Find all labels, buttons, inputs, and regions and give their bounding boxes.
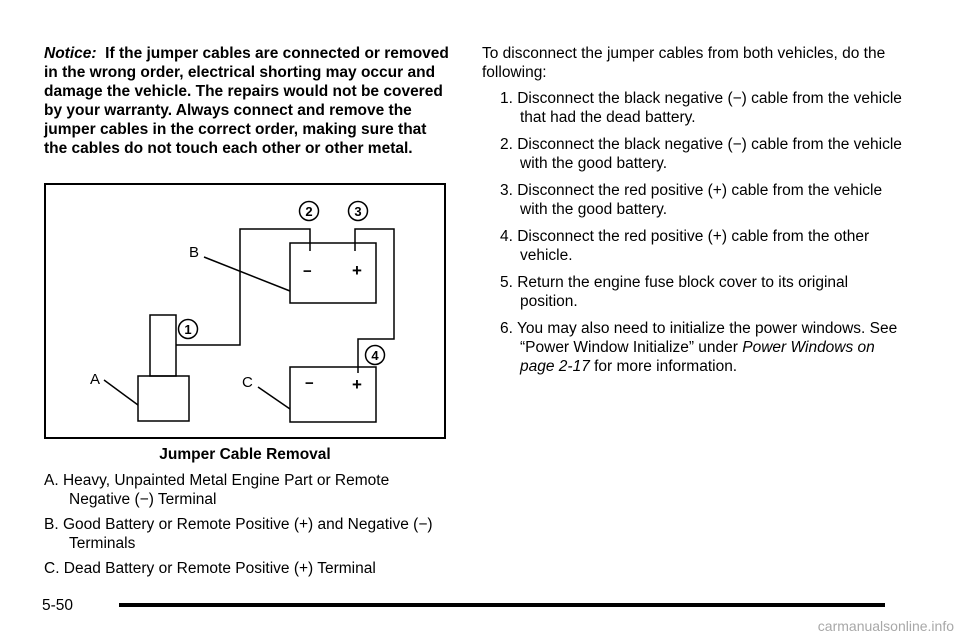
- step-2: 2. Disconnect the black negative (−) cable from the vehicle with the good battery.: [500, 136, 902, 172]
- good-plus-sign: +: [352, 261, 362, 280]
- power-windows-reference: Power Windows on page 2-17: [520, 339, 875, 375]
- dead-minus-sign: −: [305, 375, 314, 392]
- callout-4: [366, 346, 385, 365]
- engine-part-stem: [150, 315, 176, 376]
- leader-b: [204, 257, 290, 291]
- callout-2: [300, 202, 319, 221]
- right-column: [482, 44, 902, 384]
- footer-rule: [119, 603, 885, 607]
- notice-text: If the jumper cables are connected or removed in the wrong order, electrical shorting may occur and damage the vehicle. The repairs would not be covered by your warranty. Always connect and remove the jumper cables in the correct order, making sure that the cables do not touch each other or other metal.: [44, 45, 449, 157]
- label-c: C: [242, 374, 253, 391]
- step-5: 5. Return the engine fuse block cover to its original position.: [500, 274, 849, 310]
- leader-c: [258, 387, 290, 409]
- diagram-svg: [46, 185, 444, 437]
- legend-item-c: C. Dead Battery or Remote Positive (+) Terminal: [44, 560, 376, 577]
- step-3: 3. Disconnect the red positive (+) cable from the vehicle with the good battery.: [500, 182, 883, 218]
- good-minus-sign: −: [303, 263, 312, 280]
- engine-part: [138, 376, 189, 421]
- legend-item-a: A. Heavy, Unpainted Metal Engine Part or Remote Negative (−) Terminal: [44, 472, 390, 508]
- disconnect-steps: [482, 89, 902, 376]
- notice-label: Notice:: [44, 45, 97, 62]
- step-1: 1. Disconnect the black negative (−) cable from the vehicle that had the dead battery.: [500, 90, 902, 126]
- label-a: A: [90, 371, 101, 388]
- step-6-suffix: for more information.: [589, 358, 738, 375]
- legend-item-b: B. Good Battery or Remote Positive (+) and Negative (−) Terminals: [44, 516, 433, 552]
- dead-battery: [290, 367, 376, 422]
- callout-1: [179, 320, 198, 339]
- callout-3-number: 3: [354, 204, 362, 219]
- step-4: 4. Disconnect the red positive (+) cable from the other vehicle.: [500, 228, 870, 264]
- callout-2-number: 2: [305, 204, 313, 219]
- callout-3: [349, 202, 368, 221]
- callout-1-number: 1: [184, 322, 192, 337]
- callout-4-number: 4: [371, 348, 379, 363]
- left-column: [44, 44, 449, 158]
- step-6: [492, 319, 902, 376]
- page-number: 5-50: [42, 597, 74, 614]
- step-6-prefix: 6. You may also need to initialize the power windows. See “Power Window Initialize” under: [500, 320, 898, 356]
- label-b: B: [189, 244, 200, 261]
- watermark: carmanualsonline.info: [817, 618, 954, 634]
- figure-caption: Jumper Cable Removal: [159, 446, 331, 463]
- dead-plus-sign: +: [352, 375, 362, 394]
- jumper-cable-diagram: [44, 183, 446, 439]
- figure-legend: [44, 471, 454, 584]
- leader-a: [104, 380, 138, 405]
- notice-paragraph: [44, 44, 449, 158]
- disconnect-intro: To disconnect the jumper cables from both vehicles, do the following:: [482, 45, 886, 81]
